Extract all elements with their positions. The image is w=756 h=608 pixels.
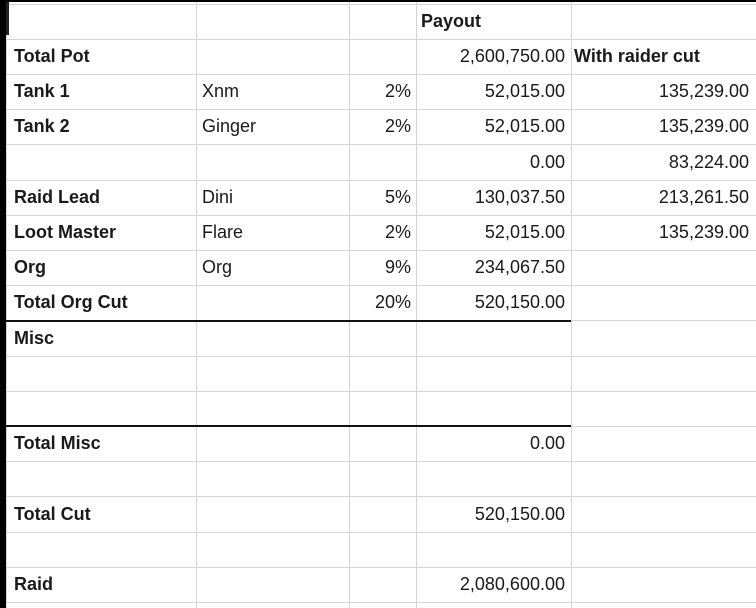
- row-percent[interactable]: [349, 567, 411, 602]
- row-percent[interactable]: [349, 461, 411, 496]
- row-percent[interactable]: 5%: [384, 187, 411, 207]
- spreadsheet-grid[interactable]: [6, 2, 756, 608]
- row-raider-cut[interactable]: [571, 250, 749, 285]
- row-name[interactable]: Ginger: [202, 116, 257, 136]
- row-label[interactable]: Raid: [14, 574, 54, 594]
- row-percent[interactable]: [349, 532, 411, 567]
- row-raider-cut[interactable]: [571, 285, 749, 320]
- row-name[interactable]: [202, 145, 342, 180]
- row-payout[interactable]: 520,150.00: [474, 504, 565, 524]
- row-raider-cut[interactable]: [571, 567, 749, 602]
- row-name[interactable]: Org: [202, 257, 233, 277]
- row-raider-cut[interactable]: [571, 426, 749, 461]
- row-payout[interactable]: [416, 532, 565, 567]
- row-raider-cut[interactable]: [571, 532, 749, 567]
- row-label[interactable]: [14, 145, 194, 180]
- row-percent[interactable]: 20%: [374, 292, 411, 312]
- row-name[interactable]: [202, 426, 342, 461]
- row-name[interactable]: [202, 497, 342, 532]
- row-label[interactable]: [14, 461, 194, 496]
- row-name[interactable]: [202, 39, 342, 74]
- row-percent[interactable]: 2%: [384, 116, 411, 136]
- row-payout[interactable]: 234,067.50: [474, 257, 565, 277]
- row-label[interactable]: Loot Master: [14, 222, 117, 242]
- row-payout[interactable]: 0.00: [529, 152, 565, 172]
- row-raider-cut[interactable]: [571, 39, 749, 74]
- row-percent[interactable]: 2%: [384, 222, 411, 242]
- row-label[interactable]: [14, 356, 194, 391]
- row-label[interactable]: Total Org Cut: [14, 292, 128, 312]
- row-payout[interactable]: [416, 321, 565, 356]
- row-name[interactable]: [202, 461, 342, 496]
- row-label[interactable]: Tank 1: [14, 81, 70, 101]
- row-payout[interactable]: 0.00: [529, 433, 565, 453]
- row-gridline: [6, 4, 756, 5]
- with-raider-cut-header[interactable]: With raider cut: [574, 46, 700, 66]
- row-percent[interactable]: [349, 321, 411, 356]
- row-label[interactable]: Total Cut: [14, 504, 91, 524]
- row-name[interactable]: [202, 532, 342, 567]
- row-name[interactable]: [202, 391, 342, 426]
- row-name[interactable]: Dini: [202, 187, 234, 207]
- cell-cursor: [6, 2, 9, 35]
- row-name[interactable]: [202, 567, 342, 602]
- row-percent[interactable]: [349, 145, 411, 180]
- row-name[interactable]: Xnm: [202, 81, 240, 101]
- row-raider-cut[interactable]: [571, 461, 749, 496]
- row-label[interactable]: [14, 532, 194, 567]
- row-label[interactable]: Org: [14, 257, 47, 277]
- row-payout[interactable]: 130,037.50: [474, 187, 565, 207]
- row-payout[interactable]: 52,015.00: [484, 222, 565, 242]
- row-raider-cut[interactable]: 213,261.50: [658, 187, 749, 207]
- row-percent[interactable]: 2%: [384, 81, 411, 101]
- row-payout[interactable]: [416, 391, 565, 426]
- row-name[interactable]: Flare: [202, 222, 244, 242]
- row-raider-cut[interactable]: 135,239.00: [658, 81, 749, 101]
- row-percent[interactable]: [349, 39, 411, 74]
- row-raider-cut[interactable]: [571, 497, 749, 532]
- row-payout[interactable]: [416, 461, 565, 496]
- row-label[interactable]: [14, 391, 194, 426]
- row-payout[interactable]: [416, 356, 565, 391]
- row-label[interactable]: Total Pot: [14, 46, 90, 66]
- row-percent[interactable]: 9%: [384, 257, 411, 277]
- payout-header[interactable]: Payout: [421, 11, 482, 31]
- row-gridline: [6, 602, 756, 603]
- row-percent[interactable]: [349, 426, 411, 461]
- row-percent[interactable]: [349, 391, 411, 426]
- row-raider-cut[interactable]: 135,239.00: [658, 222, 749, 242]
- row-raider-cut[interactable]: [571, 356, 749, 391]
- row-payout[interactable]: 2,080,600.00: [459, 574, 565, 594]
- row-label[interactable]: Misc: [14, 328, 55, 348]
- row-raider-cut[interactable]: 83,224.00: [668, 152, 749, 172]
- row-label[interactable]: Raid Lead: [14, 187, 101, 207]
- row-label[interactable]: Tank 2: [14, 116, 70, 136]
- row-payout[interactable]: 52,015.00: [484, 116, 565, 136]
- row-label[interactable]: Total Misc: [14, 433, 101, 453]
- row-name[interactable]: [202, 321, 342, 356]
- row-percent[interactable]: [349, 497, 411, 532]
- column-gridline: [196, 2, 197, 608]
- row-raider-cut[interactable]: [571, 321, 749, 356]
- row-payout[interactable]: 2,600,750.00: [459, 46, 565, 66]
- row-raider-cut[interactable]: [571, 391, 749, 426]
- row-payout[interactable]: 52,015.00: [484, 81, 565, 101]
- column-gridline: [6, 2, 7, 608]
- row-name[interactable]: [202, 356, 342, 391]
- row-name[interactable]: [202, 285, 342, 320]
- row-raider-cut[interactable]: 135,239.00: [658, 116, 749, 136]
- row-payout[interactable]: 520,150.00: [474, 292, 565, 312]
- row-percent[interactable]: [349, 356, 411, 391]
